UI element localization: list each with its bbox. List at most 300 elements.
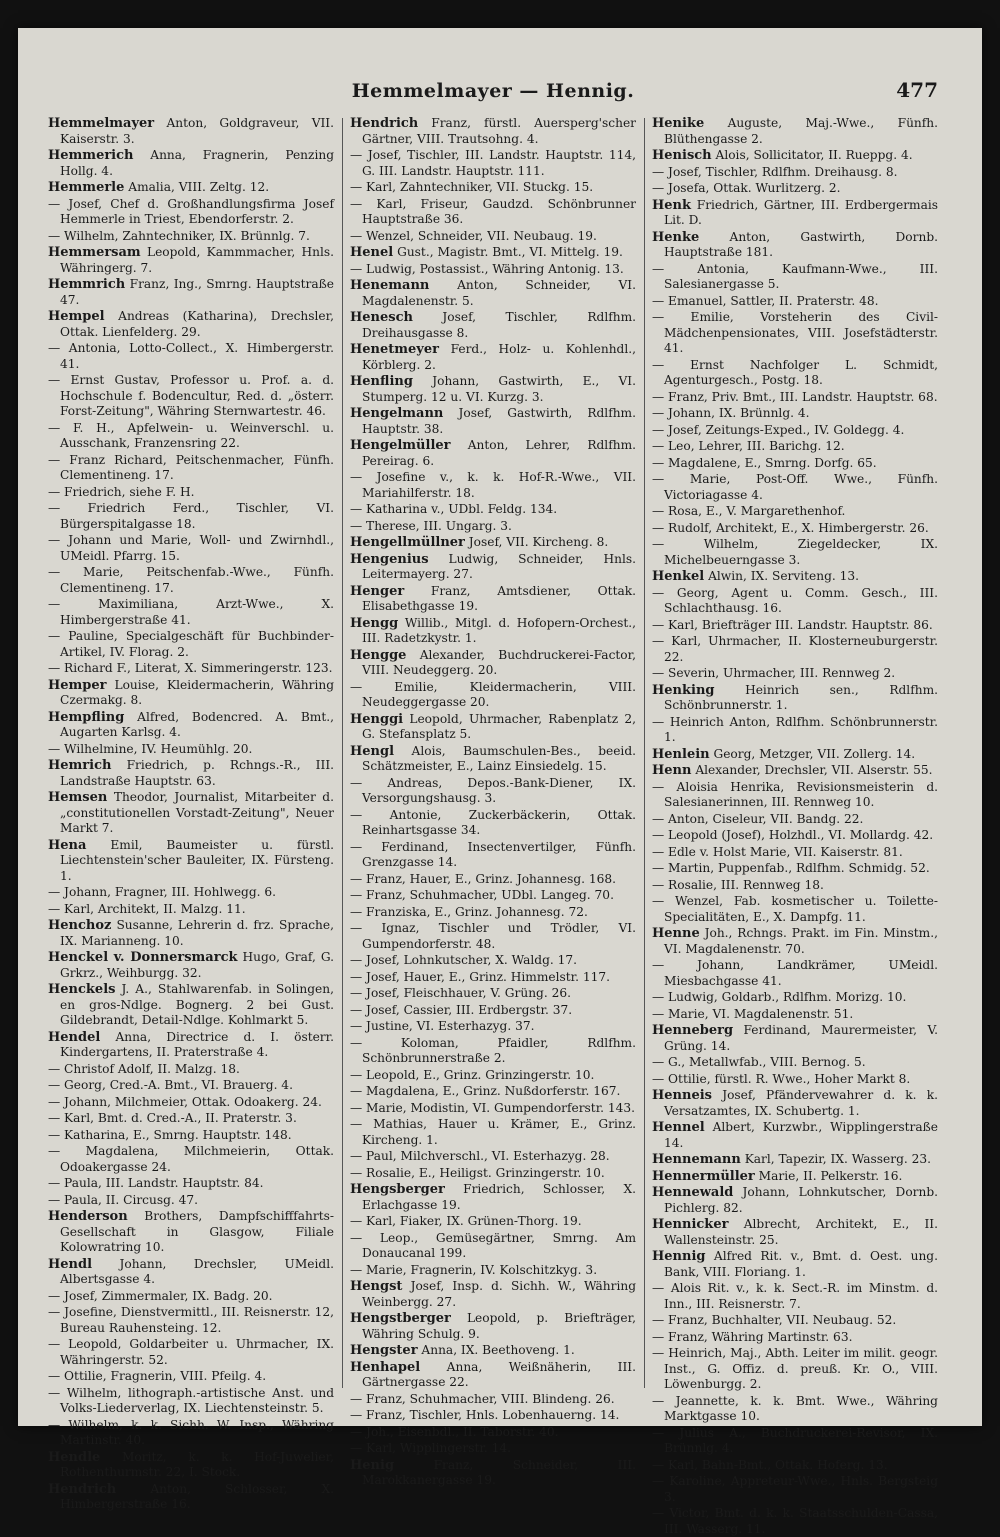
entry-details: — Josefine v., k. k. Hof-R.-Wwe., VII. Mariahilferstr. 18. — [350, 470, 636, 500]
directory-entry — [652, 958, 938, 989]
entry-details: Auguste, Maj.-Wwe., Fünfh. Blüthengasse 2. — [664, 116, 938, 146]
directory-entry — [350, 1458, 636, 1489]
entry-details: Alexander, Drechsler, VII. Alserstr. 55. — [695, 763, 933, 777]
entry-details: — Edle v. Holst Marie, VII. Kaiserstr. 81. — [652, 844, 903, 859]
entry-surname: Henggi — [350, 711, 404, 727]
entry-surname: Henemann — [350, 278, 430, 293]
directory-entry — [48, 245, 334, 276]
entry-details: Ferd., Holz- u. Kohlenhdl., Körblerg. 2. — [362, 342, 636, 372]
directory-entry — [48, 501, 334, 532]
directory-entry — [350, 1392, 636, 1408]
entry-details: — Andreas, Depos.-Bank-Diener, IX. Versorgungshausg. 3. — [350, 775, 636, 805]
entry-details: — Marie, Peitschenfab.-Wwe., Fünfh. Clementineng. 17. — [48, 565, 334, 595]
directory-entry — [652, 472, 938, 503]
entry-details: — Josef, Cassier, III. Erdbergstr. 37. — [350, 1002, 573, 1017]
entry-surname: Hengl — [350, 743, 395, 759]
directory-entry — [48, 1128, 334, 1144]
directory-columns — [48, 116, 939, 1536]
entry-surname: Henike — [652, 116, 705, 131]
entry-details: Moritz, k. k. Hof-Juwelier, Rothenthurmstr. 22, I. Stock. — [60, 1449, 335, 1479]
entry-details: Ludwig, Schneider, Hnls. Leitermayerg. 27. — [362, 551, 636, 581]
entry-surname: Henfling — [350, 374, 413, 389]
entry-details: — Rosa, E., V. Margarethenhof. — [652, 504, 846, 518]
entry-details: Alwin, IX. Serviteng. 13. — [708, 569, 860, 583]
directory-entry — [48, 1289, 334, 1305]
entry-details: — Franziska, E., Grinz. Johannesg. 72. — [350, 904, 588, 919]
directory-entry — [652, 1281, 938, 1312]
entry-surname: Henneis — [652, 1088, 712, 1103]
entry-details: Alfred, Bodencred. A. Bmt., Augarten Karlsg. 4. — [60, 709, 335, 739]
entry-details: Johann, Gastwirth, E., VI. Stumperg. 12 u. VI. Kurzg. 3. — [362, 374, 637, 404]
entry-details: — Alois Rit. v., k. k. Sect.-R. im Minstm. d. Inn., III. Reisnerstr. 7. — [652, 1281, 938, 1311]
entry-details: — Ernst Gustav, Professor u. Prof. a. d. Hochschule f. Bodencultur, Red. d. „österr. Forst-Zeitung", Währing Sternwartestr. 46. — [48, 373, 334, 418]
entry-details: — Justine, VI. Esterhazyg. 37. — [350, 1019, 535, 1033]
entry-surname: Henke — [652, 229, 700, 245]
entry-details: Anton, Lehrer, Rdlfhm. Pereirag. 6. — [362, 438, 636, 468]
directory-entry — [652, 780, 938, 811]
entry-details: Johann, Lohnkutscher, Dornb. Pichlerg. 82. — [664, 1185, 939, 1215]
directory-entry — [350, 905, 636, 921]
entry-details: — Josef, Tischler, III. Landstr. Hauptstr. 114, G. III. Landstr. Hauptstr. 111. — [350, 148, 636, 178]
entry-details: Anton, Goldgraveur, VII. Kaiserstr. 3. — [60, 116, 334, 146]
directory-entry — [48, 1095, 334, 1111]
directory-entry — [350, 1019, 636, 1035]
directory-entry — [48, 790, 334, 837]
entry-details: — Ottilie, fürstl. R. Wwe., Hoher Markt 8. — [652, 1071, 911, 1086]
entry-details: — Richard F., Literat, X. Simmeringerstr. 123. — [48, 661, 333, 675]
directory-entry — [48, 885, 334, 901]
entry-details: — Leopold (Josef), Holzhdl., VI. Mollardg. 42. — [652, 828, 934, 842]
directory-entry — [48, 1386, 334, 1417]
directory-entry — [48, 1305, 334, 1336]
entry-details: — Magdalene, E., Smrng. Dorfg. 65. — [652, 455, 877, 470]
column-2 — [350, 116, 637, 1487]
directory-entry — [652, 1055, 938, 1071]
directory-entry — [652, 634, 938, 665]
entry-details: Joh., Rchngs. Prakt. im Fin. Minstm., VI. Magdalenenstr. 70. — [664, 926, 938, 956]
directory-entry — [350, 406, 636, 437]
directory-entry — [652, 569, 938, 585]
directory-entry — [48, 533, 334, 564]
directory-entry — [48, 148, 334, 179]
directory-entry — [350, 776, 636, 807]
entry-details: — Rosalie, E., Heiligst. Grinzingerstr. 10. — [350, 1165, 605, 1180]
entry-details: Johann, Drechsler, UMeidl. Albertsgasse 4. — [60, 1256, 334, 1286]
column-divider — [342, 118, 343, 1388]
entry-details: Anna, Weißnäherin, III. Gärtnergasse 22. — [362, 1359, 636, 1389]
scanned-page — [18, 28, 982, 1536]
directory-entry — [48, 982, 334, 1029]
directory-entry — [652, 1506, 938, 1537]
directory-entry — [652, 439, 938, 455]
directory-entry — [652, 586, 938, 617]
directory-entry — [350, 262, 636, 278]
entry-details: — Mathias, Hauer u. Krämer, E., Grinz. Kircheng. 1. — [350, 1117, 636, 1147]
directory-entry — [652, 715, 938, 746]
directory-entry — [350, 519, 636, 535]
directory-entry — [652, 1152, 938, 1168]
entry-details: — Antonia, Lotto-Collect., X. Himbergerstr. 41. — [48, 341, 334, 371]
entry-details: — Wilhelm, k. k. Sichh. W. Insp., Währing Martinstr. 40. — [48, 1417, 334, 1447]
directory-entry — [652, 262, 938, 293]
entry-details: — Georg, Cred.-A. Bmt., VI. Brauerg. 4. — [48, 1078, 293, 1092]
directory-entry — [652, 894, 938, 925]
directory-entry — [652, 990, 938, 1006]
directory-entry — [652, 358, 938, 389]
directory-entry — [48, 373, 334, 420]
entry-details: Leopold, Kammmacher, Hnls. Währingerg. 7. — [60, 245, 334, 275]
directory-entry — [350, 502, 636, 518]
entry-details: — Wilhelm, Ziegeldecker, IX. Michelbeuerngasse 3. — [652, 537, 938, 567]
directory-entry — [652, 845, 938, 861]
entry-details: — Karoline, Appreteur-Wwe., Hnls. Bergsteig 3. — [652, 1474, 938, 1504]
entry-details: Anton, Gastwirth, Dornb. Hauptstraße 181. — [664, 229, 938, 259]
entry-details: Franz, Ing., Smrng. Hauptstraße 47. — [60, 277, 334, 307]
entry-details: — Karl, Zahntechniker, VII. Stuckg. 15. — [350, 180, 594, 194]
directory-entry — [350, 1441, 636, 1457]
entry-surname: Hempfling — [48, 709, 125, 725]
entry-details: — Karl, Wipplingerstr. 14. — [350, 1441, 511, 1455]
directory-entry — [652, 1330, 938, 1346]
entry-details: Josef, Gastwirth, Rdlfhm. Hauptstr. 38. — [362, 406, 636, 436]
directory-entry — [652, 230, 938, 261]
entry-details: Josef, Insp. d. Sichh. W., Währing Weinbergg. 27. — [362, 1279, 636, 1309]
directory-entry — [48, 1111, 334, 1127]
entry-details: — Karl, Bahn-Bmt., Ottak. Hoferg. 13. — [652, 1457, 888, 1472]
entry-surname: Hengg — [350, 615, 399, 631]
entry-details: — Ludwig, Postassist., Währing Antonig. 13. — [350, 261, 624, 276]
directory-entry — [350, 1117, 636, 1148]
directory-entry — [652, 116, 938, 147]
entry-details: — Karl, Uhrmacher, II. Klosterneuburgerstr. 22. — [652, 634, 938, 664]
directory-entry — [48, 838, 334, 885]
directory-entry — [652, 747, 938, 763]
entry-surname: Henne — [652, 926, 700, 941]
entry-details: — Leopold, E., Grinz. Grinzingerstr. 10. — [350, 1067, 595, 1082]
entry-surname: Henel — [350, 245, 394, 260]
entry-details: Albert, Kurzwbr., Wipplingerstraße 14. — [664, 1120, 938, 1150]
entry-details: — Josefa, Ottak. Wurlitzerg. 2. — [652, 181, 841, 195]
directory-entry — [350, 986, 636, 1002]
entry-details: — Leo, Lehrer, III. Barichg. 12. — [652, 439, 845, 453]
directory-entry — [350, 374, 636, 405]
directory-entry — [48, 1193, 334, 1209]
entry-details: — Franz, Währing Martinstr. 63. — [652, 1329, 853, 1344]
directory-entry — [652, 666, 938, 682]
entry-details: — Franz, Tischler, Hnls. Lobenhauerng. 14. — [350, 1408, 620, 1422]
directory-entry — [652, 1120, 938, 1151]
directory-entry — [652, 1088, 938, 1119]
directory-entry — [350, 1425, 636, 1441]
entry-details: — Johann, Landkrämer, UMeidl. Miesbachgasse 41. — [652, 958, 938, 988]
directory-entry — [350, 584, 636, 615]
directory-entry — [48, 629, 334, 660]
entry-details: — Ludwig, Goldarb., Rdlfhm. Morizg. 10. — [652, 990, 907, 1004]
entry-surname: Henderson — [48, 1209, 128, 1224]
entry-details: Albrecht, Architekt, E., II. Wallensteinstr. 25. — [664, 1217, 938, 1247]
directory-entry — [350, 1231, 636, 1262]
entry-surname: Hengsberger — [350, 1182, 445, 1197]
entry-details: — Emilie, Kleidermacherin, VIII. Neudeggergasse 20. — [350, 679, 636, 709]
entry-details: — Katharina, E., Smrng. Hauptstr. 148. — [48, 1127, 292, 1142]
entry-details: — Karl, Bmt. d. Cred.-A., II. Praterstr. 3. — [48, 1111, 297, 1125]
directory-entry — [652, 198, 938, 229]
entry-details: Emil, Baumeister u. fürstl. Liechtenstein'scher Bauleiter, IX. Fürsteng. 1. — [60, 837, 334, 883]
directory-entry — [350, 470, 636, 501]
directory-entry — [350, 1214, 636, 1230]
directory-entry — [652, 1346, 938, 1393]
entry-details: — Rudolf, Architekt, E., X. Himbergerstr. 26. — [652, 520, 929, 535]
directory-entry — [350, 1101, 636, 1117]
directory-entry — [652, 504, 938, 520]
directory-entry — [652, 181, 938, 197]
column-divider — [644, 118, 645, 1388]
entry-details: Franz, Amtsdiener, Ottak. Elisabethgasse 19. — [362, 583, 636, 613]
directory-entry — [350, 616, 636, 647]
entry-details: Marie, II. Pelkerstr. 16. — [758, 1168, 903, 1183]
entry-details: — Wenzel, Fab. kosmetischer u. Toilette-Specialitäten, E., X. Dampfg. 11. — [652, 894, 938, 924]
entry-surname: Hennig — [652, 1249, 706, 1264]
entry-surname: Hemmerle — [48, 180, 125, 195]
entry-details: — Paula, II. Circusg. 47. — [48, 1192, 199, 1207]
directory-entry — [350, 1182, 636, 1213]
entry-details: — Emilie, Vorsteherin des Civil-Mädchenpensionates, VIII. Josefstädterstr. 41. — [652, 310, 938, 355]
directory-entry — [350, 180, 636, 196]
directory-entry — [350, 1311, 636, 1342]
directory-entry — [48, 1144, 334, 1175]
entry-surname: Hengellmüllner — [350, 535, 465, 550]
entry-details: Georg, Metzger, VII. Zollerg. 14. — [713, 746, 916, 761]
directory-entry — [652, 1249, 938, 1280]
entry-details: — Johann und Marie, Woll- und Zwirnhdl., UMeidl. Pfarrg. 15. — [48, 533, 334, 563]
directory-entry — [652, 390, 938, 406]
entry-surname: Hengge — [350, 647, 407, 663]
entry-details: Josef, Tischler, Rdlfhm. Dreihausgasse 8. — [362, 310, 637, 340]
entry-surname: Hendel — [48, 1029, 101, 1045]
entry-details: Anna, Directrice d. I. österr. Kindergartens, II. Praterstraße 4. — [60, 1029, 334, 1059]
entry-details: — Johann, Fragner, III. Hohlwegg. 6. — [48, 885, 277, 899]
directory-entry — [350, 1360, 636, 1391]
entry-surname: Hengstberger — [350, 1311, 451, 1326]
directory-entry — [652, 683, 938, 714]
entry-details: Susanne, Lehrerin d. frz. Sprache, IX. Marianneng. 10. — [60, 918, 334, 948]
entry-details: — Christof Adolf, II. Malzg. 18. — [48, 1061, 240, 1076]
entry-details: — Karl, Fiaker, IX. Grünen-Thorg. 19. — [350, 1214, 582, 1228]
entry-surname: Hemper — [48, 677, 107, 693]
directory-entry — [48, 565, 334, 596]
entry-details: — Julius A., Buchdruckerei-Revisor, IX. Brünnlg. 4. — [652, 1425, 938, 1455]
entry-details: — Franz Richard, Peitschenmacher, Fünfh. Clementineng. 17. — [48, 452, 334, 482]
entry-surname: Henesch — [350, 310, 413, 325]
directory-entry — [48, 421, 334, 452]
entry-details: Hugo, Graf, G. Grkrz., Weihburgg. 32. — [60, 950, 335, 980]
entry-details: J. A., Stahlwarenfab. in Solingen, en gros-Ndlge. Bognerg. 2 bei Gust. Gildebrandt, Detail-Ndlge. Kohlmarkt 5. — [60, 982, 334, 1027]
entry-surname: Hemmersam — [48, 245, 141, 260]
entry-details: — Franz, Schuhmacher, VIII. Blindeng. 26. — [350, 1391, 615, 1406]
entry-surname: Hendl — [48, 1256, 93, 1272]
directory-entry — [350, 1149, 636, 1165]
entry-details: Louise, Kleidermacherin, Währing Czermakg. 8. — [60, 677, 335, 707]
directory-entry — [652, 861, 938, 877]
entry-details: — Friedrich Ferd., Tischler, VI. Bürgerspitalgasse 18. — [48, 501, 334, 531]
directory-entry — [652, 521, 938, 537]
directory-entry — [652, 165, 938, 181]
directory-entry — [652, 1426, 938, 1457]
entry-details: Theodor, Journalist, Mitarbeiter d. „constitutionellen Vorstadt-Zeitung", Neuer Markt 7. — [60, 790, 334, 835]
directory-entry — [350, 921, 636, 952]
entry-surname: Hennewald — [652, 1185, 734, 1200]
directory-entry — [652, 828, 938, 844]
entry-details: Karl, Tapezir, IX. Wasserg. 23. — [744, 1152, 931, 1166]
directory-entry — [48, 1482, 334, 1513]
entry-details: — Victor, Bmt. d. k. k. Staatsschulden-Cassa, III. Wasserg. 11. — [652, 1506, 938, 1536]
directory-entry — [350, 1084, 636, 1100]
page-header — [48, 76, 938, 116]
directory-entry — [350, 680, 636, 711]
entry-details: — Magdalena, E., Grinz. Nußdorferstr. 167. — [350, 1084, 621, 1098]
directory-entry — [350, 808, 636, 839]
entry-surname: Hengenius — [350, 551, 429, 567]
directory-entry — [350, 970, 636, 986]
entry-details: — Josef, Lohnkutscher, X. Waldg. 17. — [350, 953, 578, 967]
directory-entry — [350, 953, 636, 969]
entry-surname: Henking — [652, 682, 715, 698]
entry-details: — Friedrich, siehe F. H. — [48, 484, 195, 499]
entry-details: — Wilhelmine, IV. Heumühlg. 20. — [48, 741, 253, 756]
entry-details: — Heinrich, Maj., Abth. Leiter im milit. geogr. Inst., G. Offiz. d. preuß. Kr. O., VIII. Löwenburgg. 2. — [652, 1346, 938, 1391]
entry-details: — Josef, Hauer, E., Grinz. Himmelstr. 117. — [350, 969, 611, 984]
directory-entry — [350, 1166, 636, 1182]
entry-details: — Antonie, Zuckerbäckerin, Ottak. Reinhartsgasse 34. — [350, 807, 636, 837]
directory-entry — [652, 926, 938, 957]
entry-details: Josef, VII. Kircheng. 8. — [468, 535, 609, 549]
entry-details: Brothers, Dampfschifffahrts-Gesellschaft in Glasgow, Filiale Kolowratring 10. — [60, 1209, 334, 1254]
entry-surname: Hemrich — [48, 758, 112, 773]
directory-entry — [48, 1257, 334, 1288]
directory-entry — [350, 197, 636, 228]
directory-entry — [350, 229, 636, 245]
entry-details: — Franz, Schuhmacher, UDbl. Langeg. 70. — [350, 888, 614, 902]
column-1 — [48, 116, 335, 1511]
directory-entry — [48, 485, 334, 501]
entry-details: — Marie, VI. Magdalenenstr. 51. — [652, 1006, 854, 1021]
directory-entry — [48, 277, 334, 308]
entry-details: — Ferdinand, Insectenvertilger, Fünfh. Grenzgasse 14. — [350, 839, 636, 869]
directory-entry — [48, 918, 334, 949]
entry-details: — Katharina v., UDbl. Feldg. 134. — [350, 502, 558, 516]
directory-entry — [350, 888, 636, 904]
directory-entry — [48, 1062, 334, 1078]
entry-details: — Therese, III. Ungarg. 3. — [350, 518, 512, 533]
entry-surname: Henisch — [652, 148, 712, 163]
directory-entry — [652, 1185, 938, 1216]
entry-details: — Aloisia Henrika, Revisionsmeisterin d. Salesianerinnen, III. Rennweg 10. — [652, 779, 938, 809]
directory-entry — [350, 744, 636, 775]
entry-details: — Karl, Friseur, Gaudzd. Schönbrunner Hauptstraße 36. — [350, 196, 636, 226]
directory-entry — [652, 763, 938, 779]
directory-entry — [48, 742, 334, 758]
directory-entry — [652, 423, 938, 439]
directory-entry — [652, 1458, 938, 1474]
entry-details: Ferdinand, Maurermeister, V. Grüng. 14. — [664, 1023, 938, 1053]
directory-entry — [48, 1176, 334, 1192]
directory-entry — [48, 710, 334, 741]
directory-entry — [652, 456, 938, 472]
entry-details: — Josef, Fleischhauer, V. Grüng. 26. — [350, 986, 571, 1000]
entry-surname: Hengster — [350, 1343, 418, 1358]
entry-details: — Martin, Puppenfab., Rdlfhm. Schmidg. 52. — [652, 861, 930, 875]
entry-details: — Emanuel, Sattler, II. Praterstr. 48. — [652, 293, 879, 308]
directory-entry — [350, 1068, 636, 1084]
entry-details: Alois, Sollicitator, II. Rueppg. 4. — [715, 148, 913, 162]
directory-entry — [48, 453, 334, 484]
entry-surname: Hendrich — [350, 116, 419, 131]
entry-surname: Henger — [350, 583, 405, 599]
directory-entry — [350, 278, 636, 309]
directory-entry — [48, 902, 334, 918]
directory-entry — [350, 1003, 636, 1019]
entry-details: Friedrich, p. Rchngs.-R., III. Landstraße Hauptstr. 63. — [60, 758, 335, 788]
entry-surname: Henk — [652, 197, 692, 213]
directory-entry — [652, 1072, 938, 1088]
directory-entry — [350, 148, 636, 179]
entry-details: — Ottilie, Fragnerin, VIII. Pfeilg. 4. — [48, 1369, 267, 1383]
entry-details: — Joh., Eisenbdl., II. Taborstr. 40. — [350, 1424, 559, 1439]
entry-surname: Hengst — [350, 1279, 403, 1294]
entry-surname: Hemmrich — [48, 277, 126, 292]
entry-details: — Paul, Milchverschl., VI. Esterhazyg. 28. — [350, 1149, 610, 1163]
directory-entry — [48, 678, 334, 709]
running-title: Hemmelmayer — Hennig. — [351, 80, 635, 102]
entry-surname: Henckel v. Donnersmarck — [48, 950, 238, 965]
entry-surname: Hengelmann — [350, 406, 444, 421]
entry-details: — Georg, Agent u. Comm. Gesch., III. Schlachthausg. 16. — [652, 585, 938, 615]
directory-entry — [48, 180, 334, 196]
entry-details: — G., Metallwfab., VIII. Bernog. 5. — [652, 1055, 866, 1069]
entry-surname: Hemsen — [48, 790, 108, 805]
entry-details: Anna, IX. Beethoveng. 1. — [421, 1343, 575, 1357]
entry-details: — Josef, Chef d. Großhandlungsfirma Josef Hemmerle in Triest, Ebendorferstr. 2. — [48, 196, 334, 226]
directory-entry — [48, 229, 334, 245]
entry-details: Friedrich, Schlosser, X. Erlachgasse 19. — [362, 1182, 636, 1212]
entry-surname: Henchoz — [48, 918, 112, 933]
directory-entry — [48, 309, 334, 340]
entry-details: — Leopold, Goldarbeiter u. Uhrmacher, IX. Währingerstr. 52. — [48, 1337, 334, 1367]
directory-entry — [48, 1418, 334, 1449]
entry-details: — Wenzel, Schneider, VII. Neubaug. 19. — [350, 228, 597, 243]
directory-entry — [350, 1036, 636, 1067]
entry-surname: Hemmerich — [48, 148, 134, 163]
entry-details: — Ignaz, Tischler und Trödler, VI. Gumpendorferstr. 48. — [350, 921, 636, 951]
entry-details: Leopold, Uhrmacher, Rabenplatz 2, G. Stefansplatz 5. — [362, 711, 636, 741]
entry-details: — Koloman, Pfaidler, Rdlfhm. Schönbrunnerstraße 2. — [350, 1035, 636, 1065]
entry-details: — Severin, Uhrmacher, III. Rennweg 2. — [652, 666, 896, 680]
entry-details: Andreas (Katharina), Drechsler, Ottak. Lienfelderg. 29. — [60, 309, 335, 339]
directory-entry — [652, 1217, 938, 1248]
directory-entry — [48, 1209, 334, 1256]
entry-surname: Hena — [48, 837, 87, 853]
entry-details: Heinrich sen., Rdlfhm. Schönbrunnerstr. 1. — [664, 682, 938, 712]
entry-details: Anton, Schlosser, X. Himbergerstraße 16. — [60, 1481, 335, 1511]
directory-entry — [350, 648, 636, 679]
entry-details: Alois, Baumschulen-Bes., beeid. Schätzmeister, E., Lainz Einsiedelg. 15. — [362, 743, 636, 773]
directory-entry — [652, 294, 938, 310]
directory-entry — [48, 1369, 334, 1385]
entry-details: Alexander, Buchdruckerei-Factor, VIII. Neudeggerg. 20. — [362, 647, 636, 677]
directory-entry — [48, 197, 334, 228]
directory-entry — [652, 878, 938, 894]
entry-details: — Josef, Tischler, Rdlfhm. Dreihausg. 8. — [652, 164, 898, 179]
